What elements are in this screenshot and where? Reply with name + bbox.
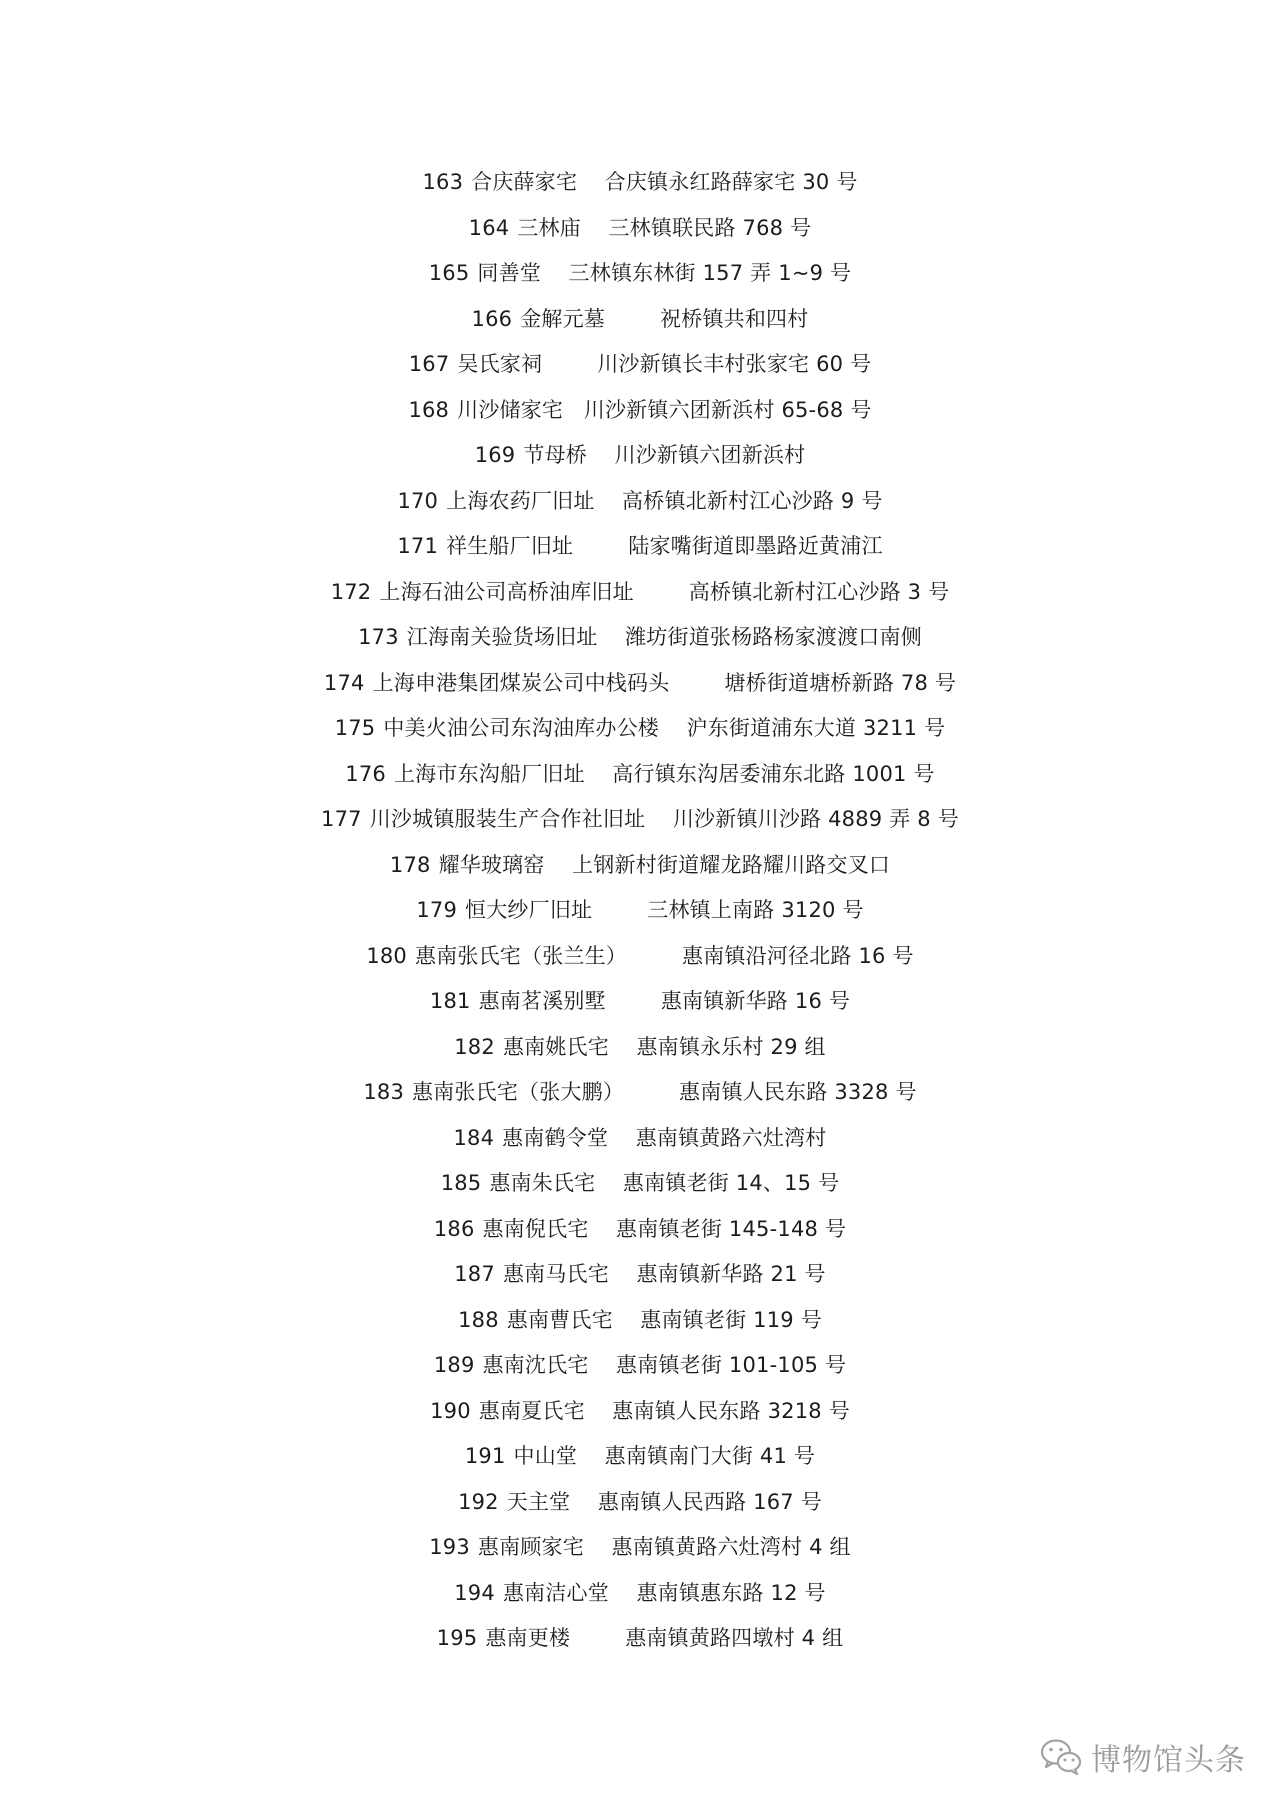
list-item bbox=[0, 1571, 1280, 1617]
list-item bbox=[0, 1434, 1280, 1480]
site-address: 高桥镇北新村江心沙路 9 号 bbox=[622, 488, 883, 513]
entry-number: 172 bbox=[330, 579, 372, 604]
entry-number: 191 bbox=[464, 1444, 506, 1468]
entry-number: 164 bbox=[468, 215, 510, 240]
site-address: 三林镇东林街 157 弄 1~9 号 bbox=[568, 261, 852, 285]
wechat-icon bbox=[1039, 1737, 1083, 1777]
list-item bbox=[0, 843, 1280, 889]
site-address: 惠南镇新华路 21 号 bbox=[636, 1262, 826, 1286]
entry-number: 182 bbox=[454, 1034, 495, 1059]
list-item bbox=[0, 1525, 1280, 1571]
entry-number: 183 bbox=[363, 1080, 405, 1104]
entry-number: 165 bbox=[428, 261, 470, 285]
entry-number: 192 bbox=[458, 1489, 499, 1514]
list-item bbox=[0, 1161, 1280, 1207]
list-item bbox=[0, 1207, 1280, 1253]
site-name: 惠南沈氏宅 bbox=[482, 1353, 589, 1377]
site-name: 惠南鹤令堂 bbox=[502, 1125, 609, 1150]
entry-number: 185 bbox=[440, 1171, 482, 1195]
site-name: 惠南朱氏宅 bbox=[489, 1171, 596, 1195]
site-address: 陆家嘴街道即墨路近黄浦江 bbox=[628, 534, 883, 558]
list-item bbox=[0, 1298, 1280, 1344]
entry-number: 187 bbox=[454, 1262, 495, 1286]
site-address: 惠南镇沿河径北路 16 号 bbox=[682, 943, 914, 968]
list-item bbox=[0, 1070, 1280, 1116]
site-name: 天主堂 bbox=[506, 1489, 571, 1514]
site-name: 惠南更楼 bbox=[485, 1626, 571, 1650]
entry-number: 168 bbox=[408, 397, 450, 422]
list-item bbox=[0, 433, 1280, 479]
site-name: 上海市东沟船厂旧址 bbox=[393, 761, 585, 786]
site-name: 惠南马氏宅 bbox=[502, 1262, 609, 1286]
list-item bbox=[0, 888, 1280, 934]
list-item bbox=[0, 706, 1280, 752]
entry-number: 188 bbox=[458, 1307, 499, 1332]
site-address: 惠南镇老街 101-105 号 bbox=[616, 1353, 847, 1377]
list-item bbox=[0, 342, 1280, 388]
entry-number: 184 bbox=[453, 1125, 495, 1150]
entry-number: 195 bbox=[436, 1626, 478, 1650]
site-address: 祝桥镇共和四村 bbox=[660, 306, 809, 331]
entry-number: 173 bbox=[358, 625, 399, 649]
heritage-site-list bbox=[0, 160, 1280, 1662]
entry-number: 170 bbox=[397, 488, 439, 513]
site-address: 高桥镇北新村江心沙路 3 号 bbox=[688, 579, 950, 604]
site-name: 上海申港集团煤炭公司中栈码头 bbox=[372, 670, 670, 695]
entry-number: 171 bbox=[397, 534, 439, 558]
entry-number: 179 bbox=[416, 898, 458, 922]
site-name: 合庆薛家宅 bbox=[471, 170, 578, 194]
site-address: 惠南镇新华路 16 号 bbox=[660, 989, 851, 1013]
site-name: 惠南顾家宅 bbox=[477, 1535, 584, 1559]
list-item bbox=[0, 615, 1280, 661]
site-address: 惠南镇老街 119 号 bbox=[640, 1307, 822, 1332]
site-address: 合庆镇永红路薛家宅 30 号 bbox=[604, 170, 858, 194]
site-name: 恒大纱厂旧址 bbox=[465, 898, 593, 922]
site-address: 上钢新村街道耀龙路耀川路交叉口 bbox=[572, 852, 891, 877]
site-address: 川沙新镇六团新浜村 bbox=[614, 443, 806, 467]
entry-number: 175 bbox=[334, 716, 376, 740]
site-name: 惠南张氏宅（张大鹏） bbox=[412, 1080, 625, 1104]
site-address: 惠南镇黄路六灶湾村 4 组 bbox=[611, 1535, 851, 1559]
list-item bbox=[0, 1025, 1280, 1071]
list-item bbox=[0, 160, 1280, 206]
site-address: 三林镇联民路 768 号 bbox=[608, 215, 812, 240]
list-item bbox=[0, 797, 1280, 843]
list-item bbox=[0, 1252, 1280, 1298]
list-item bbox=[0, 524, 1280, 570]
entry-number: 176 bbox=[345, 761, 386, 786]
entry-number: 194 bbox=[454, 1580, 495, 1605]
site-address: 惠南镇永乐村 29 组 bbox=[636, 1034, 826, 1059]
site-name: 川沙储家宅 bbox=[457, 397, 564, 422]
site-address: 塘桥街道塘桥新路 78 号 bbox=[724, 670, 957, 695]
entry-number: 166 bbox=[471, 306, 513, 331]
entry-number: 190 bbox=[430, 1398, 471, 1423]
site-name: 节母桥 bbox=[523, 443, 587, 467]
site-address: 三林镇上南路 3120 号 bbox=[647, 898, 864, 922]
list-item bbox=[0, 1480, 1280, 1526]
site-name: 惠南倪氏宅 bbox=[482, 1216, 589, 1241]
list-item bbox=[0, 1116, 1280, 1162]
site-name: 三林庙 bbox=[517, 215, 581, 240]
watermark-text: 博物馆头条 bbox=[1091, 1743, 1246, 1778]
site-name: 上海农药厂旧址 bbox=[446, 488, 595, 513]
list-item bbox=[0, 1343, 1280, 1389]
site-address: 惠南镇黄路六灶湾村 bbox=[635, 1125, 827, 1150]
source-watermark bbox=[1039, 1733, 1246, 1781]
entry-number: 193 bbox=[429, 1535, 470, 1559]
site-address: 惠南镇老街 145-148 号 bbox=[616, 1216, 847, 1241]
site-name: 惠南张氏宅（张兰生） bbox=[415, 943, 627, 968]
site-name: 中山堂 bbox=[513, 1444, 578, 1468]
site-address: 川沙新镇六团新浜村 65-68 号 bbox=[583, 397, 872, 422]
site-name: 惠南夏氏宅 bbox=[478, 1398, 585, 1423]
site-name: 中美火油公司东沟油库办公楼 bbox=[383, 716, 659, 740]
site-name: 惠南洁心堂 bbox=[502, 1580, 609, 1605]
list-item bbox=[0, 661, 1280, 707]
site-name: 同善堂 bbox=[477, 261, 542, 285]
site-address: 高行镇东沟居委浦东北路 1001 号 bbox=[612, 761, 935, 786]
site-name: 惠南姚氏宅 bbox=[502, 1034, 609, 1059]
site-address: 惠南镇老街 14、15 号 bbox=[622, 1171, 840, 1195]
site-name: 吴氏家祠 bbox=[457, 352, 543, 376]
site-name: 江海南关验货场旧址 bbox=[406, 625, 598, 649]
list-item bbox=[0, 1389, 1280, 1435]
list-item bbox=[0, 752, 1280, 798]
entry-number: 174 bbox=[323, 670, 365, 695]
site-name: 耀华玻璃窑 bbox=[438, 852, 545, 877]
entry-number: 163 bbox=[422, 170, 464, 194]
site-name: 金解元墓 bbox=[520, 306, 606, 331]
site-name: 惠南茗溪别墅 bbox=[478, 989, 606, 1013]
site-name: 上海石油公司高桥油库旧址 bbox=[379, 579, 634, 604]
site-name: 惠南曹氏宅 bbox=[506, 1307, 613, 1332]
list-item bbox=[0, 934, 1280, 980]
site-address: 惠南镇人民西路 167 号 bbox=[597, 1489, 822, 1514]
entry-number: 178 bbox=[389, 852, 431, 877]
site-address: 惠南镇惠东路 12 号 bbox=[636, 1580, 826, 1605]
site-address: 惠南镇人民东路 3328 号 bbox=[679, 1080, 917, 1104]
site-name: 川沙城镇服装生产合作社旧址 bbox=[369, 807, 646, 831]
list-item bbox=[0, 1616, 1280, 1662]
site-address: 潍坊街道张杨路杨家渡渡口南侧 bbox=[625, 625, 922, 649]
entry-number: 167 bbox=[408, 352, 450, 376]
list-item bbox=[0, 251, 1280, 297]
site-address: 沪东街道浦东大道 3211 号 bbox=[686, 716, 946, 740]
site-address: 川沙新镇川沙路 4889 弄 8 号 bbox=[672, 807, 959, 831]
site-address: 惠南镇人民东路 3218 号 bbox=[612, 1398, 850, 1423]
list-item bbox=[0, 979, 1280, 1025]
entry-number: 181 bbox=[429, 989, 471, 1013]
entry-number: 177 bbox=[321, 807, 362, 831]
site-address: 川沙新镇长丰村张家宅 60 号 bbox=[597, 352, 872, 376]
list-item bbox=[0, 388, 1280, 434]
entry-number: 169 bbox=[474, 443, 516, 467]
list-item bbox=[0, 206, 1280, 252]
entry-number: 186 bbox=[433, 1216, 475, 1241]
site-name: 祥生船厂旧址 bbox=[446, 534, 574, 558]
list-item bbox=[0, 570, 1280, 616]
entry-number: 189 bbox=[433, 1353, 475, 1377]
list-item bbox=[0, 479, 1280, 525]
list-item bbox=[0, 297, 1280, 343]
site-address: 惠南镇黄路四墩村 4 组 bbox=[625, 1626, 844, 1650]
entry-number: 180 bbox=[366, 943, 407, 968]
site-address: 惠南镇南门大街 41 号 bbox=[604, 1444, 816, 1468]
